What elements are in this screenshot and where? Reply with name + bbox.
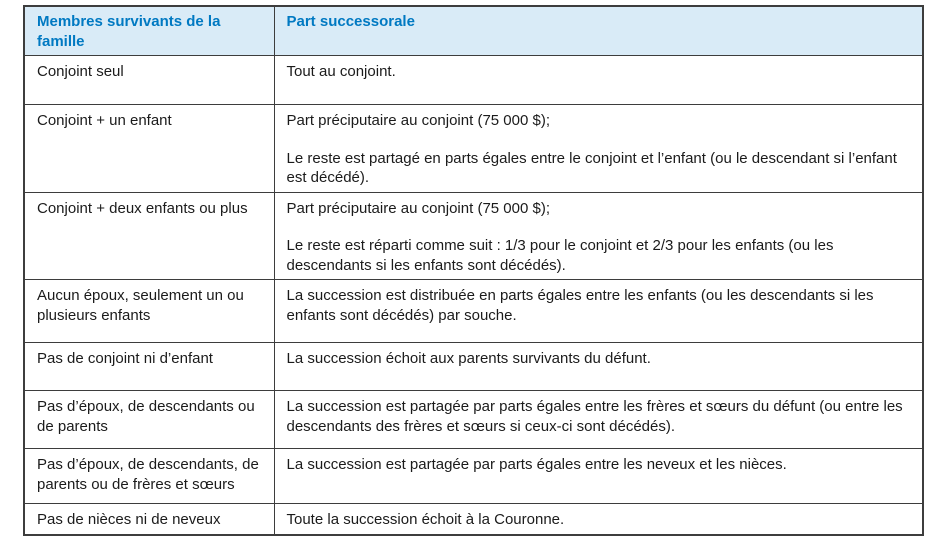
table-row — [24, 105, 923, 193]
share-cell — [274, 56, 923, 105]
table-row — [24, 504, 923, 535]
members-cell: Pas de conjoint ni d’enfant — [24, 343, 274, 391]
table-row — [24, 343, 923, 391]
table-body — [24, 56, 923, 535]
table-row — [24, 56, 923, 105]
share-paragraph: Le reste est partagé en parts égales entre le conjoint et l’enfant (ou le descendant si l’enfant est décédé). — [286, 149, 897, 186]
members-cell: Pas d’époux, de descendants, de parents ou de frères et sœurs — [24, 449, 274, 504]
members-cell: Aucun époux, seulement un ou plusieurs enfants — [24, 280, 274, 343]
share-cell — [274, 449, 923, 504]
share-paragraph: Tout au conjoint. — [286, 63, 396, 80]
table-row — [24, 192, 923, 280]
table-header — [24, 6, 923, 56]
header-cell-members: Membres survivants de la famille — [24, 6, 274, 56]
table-row — [24, 391, 923, 449]
succession-table — [23, 5, 924, 536]
share-cell — [274, 391, 923, 449]
share-paragraph: La succession est partagée par parts égales entre les frères et sœurs du défunt (ou entre les descendants des frères et sœurs si ceux-ci sont décédés). — [286, 398, 903, 435]
table-row — [24, 280, 923, 343]
share-cell — [274, 105, 923, 193]
share-paragraph: Toute la succession échoit à la Couronne. — [286, 511, 565, 528]
share-paragraph: Part préciputaire au conjoint (75 000 $); — [286, 112, 550, 129]
share-paragraph: La succession échoit aux parents survivants du défunt. — [286, 350, 651, 367]
members-cell: Pas de nièces ni de neveux — [24, 504, 274, 535]
share-cell — [274, 280, 923, 343]
members-cell: Conjoint + deux enfants ou plus — [24, 192, 274, 280]
header-cell-share: Part successorale — [274, 6, 923, 56]
share-cell — [274, 343, 923, 391]
share-paragraph: La succession est partagée par parts égales entre les neveux et les nièces. — [286, 456, 787, 473]
share-cell — [274, 504, 923, 535]
members-cell: Pas d’époux, de descendants ou de parents — [24, 391, 274, 449]
table-row — [24, 449, 923, 504]
members-cell: Conjoint seul — [24, 56, 274, 105]
share-paragraph: La succession est distribuée en parts égales entre les enfants (ou les descendants si les enfants sont décédés) par souche. — [286, 287, 874, 324]
members-cell: Conjoint + un enfant — [24, 105, 274, 193]
share-paragraph: Le reste est réparti comme suit : 1/3 pour le conjoint et 2/3 pour les enfants (ou les descendants si les enfants sont décédés). — [286, 237, 834, 274]
share-paragraph: Part préciputaire au conjoint (75 000 $); — [286, 199, 550, 217]
header-row — [24, 6, 923, 56]
share-cell — [274, 192, 923, 280]
